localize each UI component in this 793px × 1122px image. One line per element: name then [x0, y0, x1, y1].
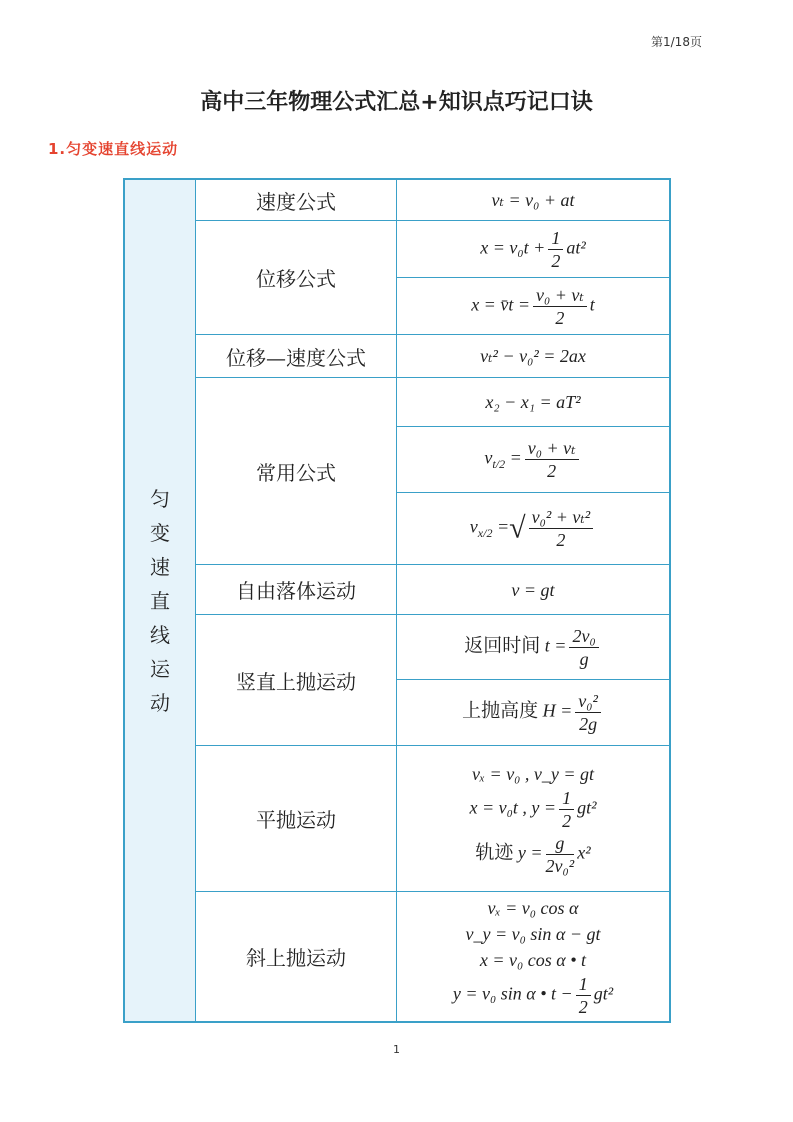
table-row [124, 892, 670, 1023]
formula-text: vₓ = v₀ , v_y = gt [471, 763, 595, 784]
formula-cell [397, 892, 671, 1023]
formula-cell [397, 680, 671, 746]
formula-line [397, 761, 669, 787]
formula-name: 常用公式 [196, 378, 397, 565]
denominator: 2 [562, 810, 572, 831]
table-row [124, 565, 670, 615]
fraction [533, 284, 587, 329]
section-heading: 1.匀变速直线运动 [48, 140, 179, 158]
table-row [124, 378, 670, 427]
formula-line [397, 625, 669, 670]
formula-line [397, 577, 669, 603]
fraction [575, 690, 601, 735]
formula-name: 竖直上抛运动 [196, 615, 397, 746]
side-category-label [124, 179, 196, 1022]
formula-name: 斜上抛运动 [196, 892, 397, 1023]
formula-text: v_y = v₀ sin α − gt [465, 924, 601, 944]
side-label-char: 线 [150, 622, 170, 647]
footer-page-number: 1 [393, 1043, 400, 1056]
denominator: 2 [551, 250, 561, 271]
formula-line [397, 921, 669, 947]
formula-line [397, 284, 669, 329]
formula-text: x₂ − x₁ = aT² [485, 392, 581, 412]
formula-cell [397, 179, 671, 221]
side-label-char: 速 [150, 554, 170, 579]
formula-text: gt² [577, 797, 597, 818]
formula-text: y = v₀ sin α • t − [452, 983, 573, 1004]
denominator: 2 [556, 530, 566, 550]
page-number: 第1/18页 [651, 35, 702, 49]
formula-text: gt² [593, 983, 614, 1004]
formula-text: vₜ = v₀ + at [491, 190, 575, 210]
table-row [124, 746, 670, 892]
fraction [576, 973, 591, 1018]
formula-cell [397, 378, 671, 427]
formula-line [397, 787, 669, 832]
denominator: 2g [579, 714, 598, 734]
formula-line [397, 947, 669, 973]
numerator: v₀² + vₜ² [529, 506, 594, 529]
formula-name: 平抛运动 [196, 746, 397, 892]
table-row [124, 615, 670, 680]
formula-line [397, 343, 669, 369]
formula-text: v = gt [511, 579, 555, 600]
side-label-char: 匀 [150, 486, 170, 511]
fraction [525, 437, 579, 482]
numerator: 2v₀ [569, 625, 598, 648]
fraction [548, 227, 563, 272]
formula-text: = [492, 516, 510, 537]
numerator: 1 [559, 787, 574, 810]
formula-text: vₓ = v₀ cos α [487, 898, 579, 918]
formula-text: = [505, 447, 522, 468]
formula-name: 自由落体运动 [196, 565, 397, 615]
subscript: x/2 [477, 526, 493, 541]
formula-line [397, 895, 669, 921]
formula-text: at² [566, 237, 586, 258]
numerator: g [546, 832, 575, 855]
formula-text: t [589, 294, 595, 315]
formula-cell [397, 615, 671, 680]
formula-text: v [469, 516, 478, 537]
formula-line [397, 437, 669, 482]
formula-name: 位移公式 [196, 221, 397, 335]
numerator: v₀ + vₜ [533, 284, 587, 307]
formula-cell [397, 278, 671, 335]
formula-cell [397, 427, 671, 493]
formula-text: x = v̄t = [471, 294, 530, 315]
formula-text: v [484, 447, 493, 468]
formula-label: 上抛高度 [462, 699, 539, 722]
formula-text: x = v₀t + [480, 237, 546, 258]
denominator: 2 [578, 997, 588, 1017]
sqrt-symbol: √ [509, 511, 526, 545]
side-label-char: 动 [150, 690, 170, 715]
table-row [124, 221, 670, 278]
formula-cell [397, 221, 671, 278]
fraction [529, 506, 594, 551]
denominator: 2 [547, 461, 557, 481]
formula-text: y = [513, 842, 543, 863]
denominator: g [579, 648, 589, 669]
formula-text: x² [577, 842, 591, 863]
formula-text: H = [538, 700, 573, 721]
formula-name: 位移—速度公式 [196, 335, 397, 378]
table-row [124, 179, 670, 221]
formula-text: x = v₀t , y = [469, 797, 557, 818]
formula-table [123, 178, 671, 1023]
side-label-char: 运 [150, 656, 170, 681]
formula-line [397, 227, 669, 272]
formula-line [397, 832, 669, 877]
denominator: 2v₀² [545, 855, 575, 876]
formula-line [397, 973, 669, 1018]
numerator: 1 [548, 227, 563, 250]
formula-name: 速度公式 [196, 179, 397, 221]
fraction [546, 832, 575, 877]
formula-line [397, 389, 669, 415]
side-label-char: 直 [150, 588, 170, 613]
formula-cell [397, 565, 671, 615]
numerator: v₀² [575, 690, 601, 713]
subscript: t/2 [492, 457, 506, 472]
denominator: 2 [555, 307, 565, 328]
numerator: 1 [576, 973, 591, 996]
side-label-char: 变 [150, 520, 170, 545]
table-row [124, 335, 670, 378]
formula-text: x = v₀ cos α • t [479, 950, 587, 970]
formula-cell [397, 746, 671, 892]
fraction [569, 625, 598, 670]
numerator: v₀ + vₜ [525, 437, 579, 460]
formula-text: vₜ² − v₀² = 2ax [480, 346, 586, 366]
document-title: 高中三年物理公式汇总+知识点巧记口诀 [200, 90, 593, 115]
formula-label: 轨迹 [475, 841, 514, 864]
formula-text: t = [540, 635, 567, 656]
formula-line [397, 690, 669, 735]
fraction [559, 787, 574, 832]
formula-cell [397, 493, 671, 565]
formula-line [397, 187, 669, 213]
formula-cell [397, 335, 671, 378]
formula-line [397, 506, 669, 551]
formula-label: 返回时间 [464, 634, 541, 657]
